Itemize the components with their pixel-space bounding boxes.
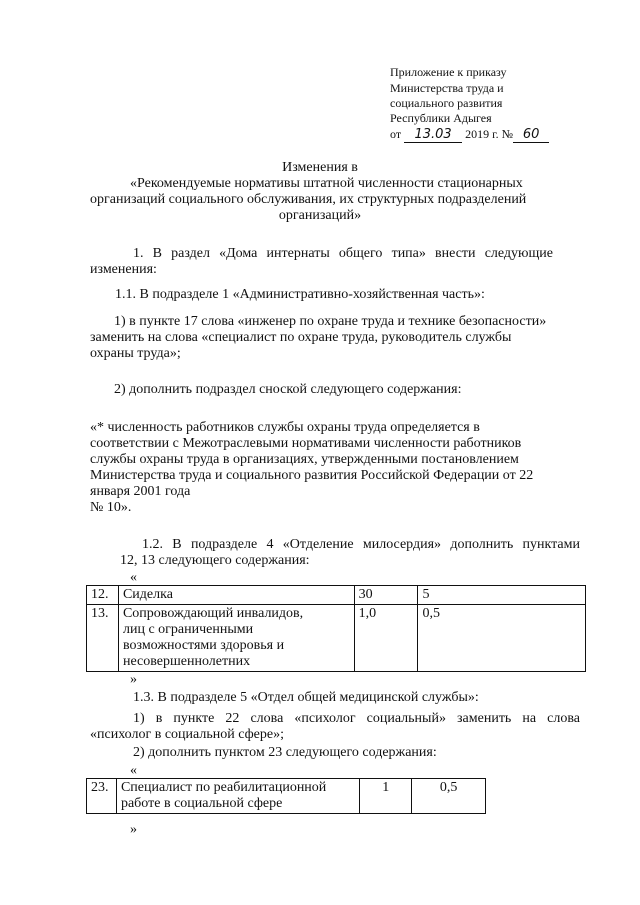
year-text: 2019 г. №: [465, 127, 514, 141]
title-line-2: «Рекомендуемые нормативы штатной численности стационарных: [130, 176, 523, 191]
item1-line-2: заменить на слова «специалист по охране труда, руководитель службы: [90, 330, 512, 345]
row-number: 13.: [87, 605, 119, 672]
table1-open-quote: «: [130, 570, 137, 585]
subsection-1-1: 1.1. В подразделе 1 «Административно-хозяйственная часть»:: [115, 287, 485, 302]
item13-2: 2) дополнить пунктом 23 следующего содержания:: [133, 745, 437, 760]
position-name: Сиделка: [118, 586, 354, 605]
approval-line-4: Республики Адыгея: [390, 111, 492, 125]
title-line-3: организаций социального обслуживания, их структурных подразделений: [90, 192, 527, 207]
position-name-line: лиц с ограниченными: [122, 622, 254, 637]
table-row: [87, 586, 586, 605]
footnote-line-2: соответствии с Межотраслевыми нормативами численности работников: [90, 436, 522, 451]
approval-line-2: Министерства труда и: [390, 81, 504, 95]
value-2: 5: [418, 586, 586, 605]
position-name: [118, 605, 354, 672]
footnote-line-5: января 2001 года: [90, 484, 191, 499]
value-1: 1: [360, 779, 412, 814]
item13-1-line-2: «психолог в социальной сфере»;: [90, 727, 284, 742]
table1: [86, 585, 586, 672]
position-name-line: Специалист по реабилитационной: [120, 780, 327, 795]
value-1: 30: [354, 586, 418, 605]
section1-line-1: 1. В раздел «Дома интернаты общего типа» внести следующие: [133, 246, 553, 261]
position-name: [116, 779, 359, 814]
position-name-line: работе в социальной сфере: [120, 796, 283, 811]
title-line-1: Изменения в: [282, 160, 358, 175]
approval-line-3: социального развития: [390, 96, 503, 110]
position-name-line: Сопровождающий инвалидов,: [122, 606, 304, 621]
item1-line-3: охраны труда»;: [90, 346, 181, 361]
table-row: [87, 779, 486, 814]
footnote-line-4: Министерства труда и социального развития Российской Федерации от 22: [90, 468, 534, 483]
subsection-1-2-line-2: 12, 13 следующего содержания:: [120, 553, 310, 568]
subsection-1-2-line-1: 1.2. В подразделе 4 «Отделение милосердия» дополнить пунктами: [142, 537, 580, 552]
position-name-line: возможностями здоровья и: [122, 638, 285, 653]
table2: [86, 778, 486, 814]
item13-1-line-1: 1) в пункте 22 слова «психолог социальный» заменить на слова: [133, 711, 580, 726]
handwritten-date: 13.03: [404, 127, 462, 143]
title-line-4: организаций»: [278, 208, 362, 223]
table2-open-quote: «: [130, 763, 137, 778]
handwritten-number: 60: [513, 127, 549, 143]
item1-line-1: 1) в пункте 17 слова «инженер по охране труда и технике безопасности»: [114, 314, 547, 329]
subsection-1-3: 1.3. В подразделе 5 «Отдел общей медицинской службы»:: [133, 690, 479, 705]
value-2: 0,5: [418, 605, 586, 672]
section1-line-2: изменения:: [90, 262, 157, 277]
footnote-line-3: службы охраны труда в организациях, утвержденными постановлением: [90, 452, 519, 467]
table2-close-quote: »: [130, 822, 137, 837]
item2-text: 2) дополнить подраздел сноской следующего содержания:: [114, 382, 462, 397]
table-row: [87, 605, 586, 672]
row-number: 23.: [87, 779, 117, 814]
value-1: 1,0: [354, 605, 418, 672]
table1-close-quote: »: [130, 672, 137, 687]
row-number: 12.: [87, 586, 119, 605]
approval-line-1: Приложение к приказу: [390, 65, 507, 79]
date-prefix: от: [390, 127, 402, 141]
footnote-line-6: № 10».: [90, 500, 132, 515]
position-name-line: несовершеннолетних: [122, 654, 251, 669]
footnote-line-1: «* численность работников службы охраны труда определяется в: [90, 420, 480, 435]
value-2: 0,5: [412, 779, 486, 814]
approval-date-line: [390, 127, 549, 143]
